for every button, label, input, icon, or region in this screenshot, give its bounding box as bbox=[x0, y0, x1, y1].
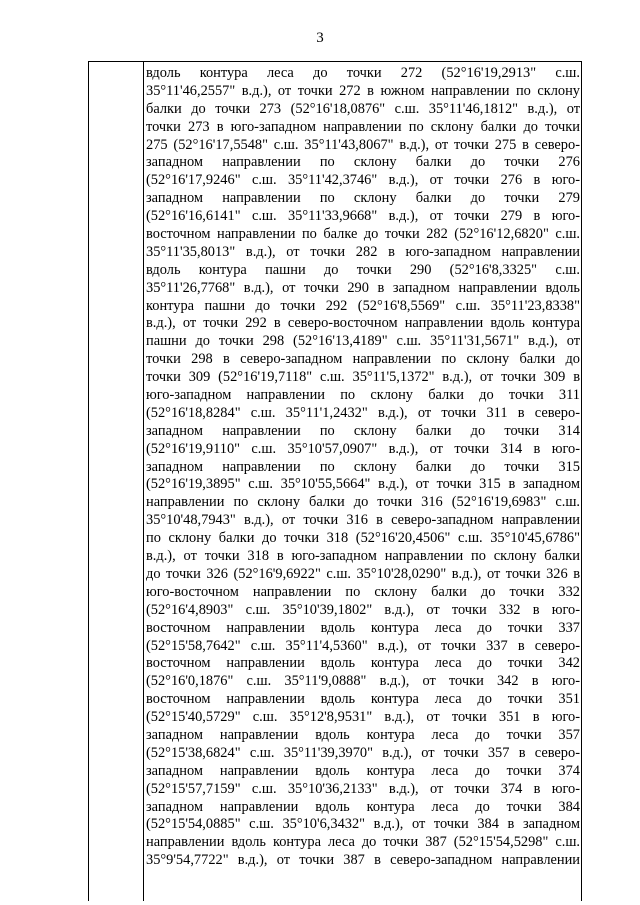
text-line: по склону балки до точки 318 (52°16'20,4506" с.ш. 35°10'45,6786" bbox=[146, 530, 580, 547]
text-line: юго-западном направлении по склону балки до точки 311 bbox=[146, 387, 580, 404]
text-line: вдоль контура пашни до точки 290 (52°16'8,3325" с.ш. bbox=[146, 261, 580, 278]
text-line: 35°10'48,7943" в.д.), от точки 316 в северо-западном направлении bbox=[146, 512, 580, 529]
text-line: западном направлении вдоль контура леса до точки 384 bbox=[146, 798, 580, 815]
text-line: западном направлении по склону балки до точки 279 bbox=[146, 190, 580, 207]
text-line: восточном направлении вдоль контура леса до точки 342 bbox=[146, 655, 580, 672]
text-line: контура пашни до точки 292 (52°16'8,5569" с.ш. 35°11'23,8338" bbox=[146, 297, 580, 314]
page-number: 3 bbox=[316, 30, 324, 46]
text-line: точки 298 в северо-западном направлении по склону балки до bbox=[146, 351, 580, 368]
text-line: 35°11'46,2557" в.д.), от точки 272 в южном направлении по склону bbox=[146, 82, 580, 99]
text-line: (52°16'0,1876" с.ш. 35°11'9,0888" в.д.), от точки 342 в юго- bbox=[146, 673, 580, 690]
text-line: (52°15'40,5729" с.ш. 35°12'8,9531" в.д.), от точки 351 в юго- bbox=[146, 709, 580, 726]
text-line: (52°16'17,9246" с.ш. 35°11'42,3746" в.д.), от точки 276 в юго- bbox=[146, 172, 580, 189]
text-line: (52°15'38,6824" с.ш. 35°11'39,3970" в.д.), от точки 357 в северо- bbox=[146, 744, 580, 761]
text-line: 35°9'54,7722" в.д.), от точки 387 в северо-западном направлении bbox=[146, 852, 580, 869]
text-line: западном направлении по склону балки до точки 314 bbox=[146, 422, 580, 439]
text-line: (52°15'57,7159" с.ш. 35°10'36,2133" в.д.), от точки 374 в юго- bbox=[146, 780, 580, 797]
text-line: 35°11'26,7768" в.д.), от точки 290 в западном направлении вдоль bbox=[146, 279, 580, 296]
text-line: пашни до точки 298 (52°16'13,4189" с.ш. 35°11'31,5671" в.д.), от bbox=[146, 333, 580, 350]
text-line: (52°15'54,0885" с.ш. 35°10'6,3432" в.д.), от точки 384 в западном bbox=[146, 816, 580, 833]
text-line: в.д.), от точки 318 в юго-западном направлении по склону балки bbox=[146, 548, 580, 565]
text-line: в.д.), от точки 292 в северо-восточном направлении вдоль контура bbox=[146, 315, 580, 332]
text-line: (52°16'16,6141" с.ш. 35°11'33,9668" в.д.), от точки 279 в юго- bbox=[146, 208, 580, 225]
column-divider bbox=[143, 61, 144, 901]
text-line: вдоль контура леса до точки 272 (52°16'19,2913" с.ш. bbox=[146, 65, 580, 81]
text-line: западном направлении по склону балки до точки 276 bbox=[146, 154, 580, 171]
boundary-description-text bbox=[146, 65, 580, 870]
text-line: западном направлении вдоль контура леса до точки 374 bbox=[146, 762, 580, 779]
text-line: (52°16'19,3895" с.ш. 35°10'55,5664" в.д.), от точки 315 в западном bbox=[146, 476, 580, 493]
text-line: восточном направлении вдоль контура леса до точки 351 bbox=[146, 691, 580, 708]
text-line: юго-восточном направлении по склону балки до точки 332 bbox=[146, 583, 580, 600]
text-line: до точки 326 (52°16'9,6922" с.ш. 35°10'28,0290" в.д.), от точки 326 в bbox=[146, 565, 580, 582]
text-line: восточном направлении вдоль контура леса до точки 337 bbox=[146, 619, 580, 636]
text-line: 275 (52°16'17,5548" с.ш. 35°11'43,8067" в.д.), от точки 275 в северо- bbox=[146, 136, 580, 153]
text-line: западном направлении по склону балки до точки 315 bbox=[146, 458, 580, 475]
text-line: (52°15'58,7642" с.ш. 35°11'4,5360" в.д.), от точки 337 в северо- bbox=[146, 637, 580, 654]
text-line: направлении по склону балки до точки 316 (52°16'19,6983" с.ш. bbox=[146, 494, 580, 511]
text-line: восточном направлении по балке до точки 282 (52°16'12,6820" с.ш. bbox=[146, 226, 580, 243]
text-line: (52°16'18,8284" с.ш. 35°11'1,2432" в.д.), от точки 311 в северо- bbox=[146, 404, 580, 421]
text-line: направлении вдоль контура леса до точки 387 (52°15'54,5298" с.ш. bbox=[146, 834, 580, 851]
text-line: точки 273 в юго-западном направлении по склону балки до точки bbox=[146, 118, 580, 135]
text-line: (52°16'19,9110" с.ш. 35°10'57,0907" в.д.), от точки 314 в юго- bbox=[146, 440, 580, 457]
text-line: точки 309 (52°16'19,7118" с.ш. 35°11'5,1372" в.д.), от точки 309 в bbox=[146, 369, 580, 386]
text-line: 35°11'35,8013" в.д.), от точки 282 в юго-западном направлении bbox=[146, 243, 580, 260]
text-line: (52°16'4,8903" с.ш. 35°10'39,1802" в.д.), от точки 332 в юго- bbox=[146, 601, 580, 618]
text-line: балки до точки 273 (52°16'18,0876" с.ш. 35°11'46,1812" в.д.), от bbox=[146, 100, 580, 117]
text-line: западном направлении вдоль контура леса до точки 357 bbox=[146, 726, 580, 743]
